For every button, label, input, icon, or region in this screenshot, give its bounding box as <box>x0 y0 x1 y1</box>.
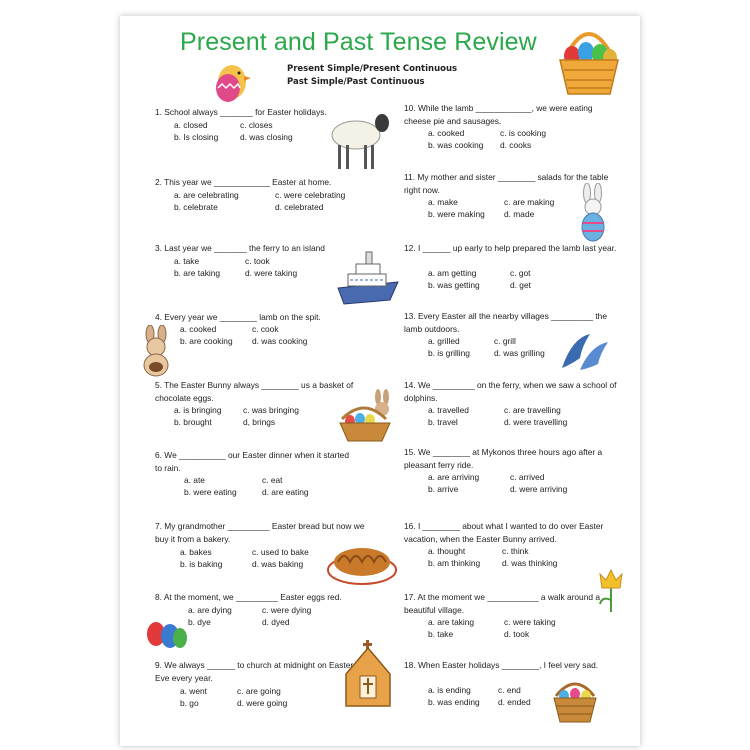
answer-option: a. are taking <box>428 617 475 627</box>
answer-option: c. think <box>502 546 529 556</box>
subtitle-past: Past Simple/Past Continuous <box>287 77 425 87</box>
answer-option: b. is baking <box>180 559 223 569</box>
answer-option: b. am thinking <box>428 558 481 568</box>
answer-option: b. dye <box>188 617 211 627</box>
answer-option: d. get <box>510 280 531 290</box>
question-6 <box>155 449 355 474</box>
question-stem: 5. The Easter Bunny always ________ us a basket of chocolate eggs. <box>155 380 354 403</box>
answer-option: d. were arriving <box>510 484 568 494</box>
question-2 <box>155 176 385 189</box>
question-stem: 10. While the lamb ____________, we were eating cheese pie and sausages. <box>404 103 593 126</box>
bunny-icon <box>138 325 174 377</box>
answer-option: b. take <box>428 629 454 639</box>
answer-option: d. were going <box>237 698 288 708</box>
answer-option: b. was cooking <box>428 140 484 150</box>
answer-option: c. was bringing <box>243 405 299 415</box>
answer-option: b. go <box>180 698 199 708</box>
answer-option: a. are arriving <box>428 472 480 482</box>
answer-option: a. take <box>174 256 200 266</box>
subtitle-present: Present Simple/Present Continuous <box>287 64 458 74</box>
answer-option: d. took <box>504 629 530 639</box>
question-stem: 1. School always _______ for Easter holidays. <box>155 107 327 117</box>
answer-option: b. were eating <box>184 487 237 497</box>
answer-option: b. celebrate <box>174 202 218 212</box>
question-18 <box>404 659 619 672</box>
answer-option: a. bakes <box>180 547 212 557</box>
dolphins-icon <box>560 328 610 374</box>
answer-option: d. cooks <box>500 140 532 150</box>
answer-option: a. went <box>180 686 208 696</box>
answer-option: c. are travelling <box>504 405 561 415</box>
sheep-icon <box>326 105 394 173</box>
answer-option: d. were taking <box>245 268 298 278</box>
answer-option: d. were travelling <box>504 417 568 427</box>
answer-option: c. grill <box>494 336 516 346</box>
question-stem: 2. This year we ____________ Easter at home. <box>155 177 332 187</box>
answer-option: a. closed <box>174 120 208 130</box>
question-stem: 6. We __________ our Easter dinner when it started to rain. <box>155 450 349 473</box>
answer-option: b. are taking <box>174 268 221 278</box>
answer-option: b. travel <box>428 417 458 427</box>
question-stem: 16. I ________ about what I wanted to do over Easter vacation, when the Easter Bunny arrived. <box>404 521 604 544</box>
answer-option: b. Is closing <box>174 132 219 142</box>
answer-option: d, brings <box>243 417 276 427</box>
answer-option: c. were taking <box>504 617 556 627</box>
answer-option: b. are cooking <box>180 336 233 346</box>
answer-option: b. was ending <box>428 697 480 707</box>
question-stem: 17. At the moment we ___________ a walk around a beautiful village. <box>404 592 601 615</box>
answer-option: a. make <box>428 197 458 207</box>
answer-option: c. cook <box>252 324 279 334</box>
answer-option: b. brought <box>174 417 212 427</box>
answer-option: c. eat <box>262 475 283 485</box>
answer-option: c. end <box>498 685 521 695</box>
answer-option: a. grilled <box>428 336 460 346</box>
question-8 <box>155 591 385 604</box>
answer-option: b. arrive <box>428 484 459 494</box>
question-stem: 18. When Easter holidays ________, I feel very sad. <box>404 660 599 670</box>
answer-option: c. are making <box>504 197 555 207</box>
answer-option: a. are celebrating <box>174 190 239 200</box>
tulip-icon <box>594 568 628 614</box>
answer-option: d. celebrated <box>275 202 324 212</box>
answer-option: a. is ending <box>428 685 471 695</box>
answer-option: c. were dying <box>262 605 312 615</box>
bread-icon <box>326 532 398 588</box>
answer-option: c. is cooking <box>500 128 547 138</box>
egg-basket-icon <box>556 18 622 100</box>
answer-option: a. cooked <box>428 128 465 138</box>
bunny-basket-icon <box>336 389 396 443</box>
answer-option: b. were making <box>428 209 485 219</box>
ship-icon <box>336 248 400 308</box>
question-16 <box>404 520 619 545</box>
answer-option: b. was getting <box>428 280 480 290</box>
church-icon <box>344 638 392 708</box>
answer-option: a. travelled <box>428 405 469 415</box>
answer-option: b. is grilling <box>428 348 470 358</box>
question-stem: 9. We always ______ to church at midnight on Easter Eve every year. <box>155 660 354 683</box>
answer-option: d. was thinking <box>502 558 558 568</box>
answer-option: c. were celebrating <box>275 190 346 200</box>
page-title: Present and Past Tense Review <box>180 28 537 56</box>
question-stem: 3. Last year we _______ the ferry to an island <box>155 243 325 253</box>
question-stem: 13. Every Easter all the nearby villages _________ the lamb outdoors. <box>404 311 607 334</box>
answer-option: d. ended <box>498 697 531 707</box>
small-basket-icon <box>550 674 600 724</box>
question-15 <box>404 446 619 471</box>
answer-option: c. are going <box>237 686 281 696</box>
answer-option: c. closes <box>240 120 273 130</box>
question-stem: 14. We _________ on the ferry, when we saw a school of dolphins. <box>404 380 617 403</box>
answer-option: d. was cooking <box>252 336 308 346</box>
question-17 <box>404 591 619 616</box>
bunny-egg-icon <box>576 183 610 243</box>
answer-option: c. arrived <box>510 472 545 482</box>
question-9 <box>155 659 360 684</box>
question-stem: 8. At the moment, we _________ Easter eggs red. <box>155 592 342 602</box>
answer-option: d. dyed <box>262 617 290 627</box>
question-stem: 4. Every year we ________ lamb on the spit. <box>155 312 321 322</box>
answer-option: a. is bringing <box>174 405 222 415</box>
question-14 <box>404 379 619 404</box>
eggs-icon <box>146 616 188 650</box>
answer-option: d. made <box>504 209 535 219</box>
question-10 <box>404 102 619 127</box>
answer-option: c. got <box>510 268 531 278</box>
question-1 <box>155 106 350 119</box>
answer-option: a. cooked <box>180 324 217 334</box>
answer-option: d. are eating <box>262 487 309 497</box>
answer-option: d. was baking <box>252 559 304 569</box>
answer-option: a. ate <box>184 475 205 485</box>
answer-option: c. took <box>245 256 270 266</box>
question-stem: 15. We ________ at Mykonos three hours ago after a pleasant ferry ride. <box>404 447 603 470</box>
question-stem: 12. I ______ up early to help prepared the lamb last year. <box>404 243 617 253</box>
answer-option: d. was closing <box>240 132 293 142</box>
question-4 <box>155 311 385 324</box>
answer-option: a. are dying <box>188 605 232 615</box>
answer-option: a. thought <box>428 546 466 556</box>
answer-option: a. am getting <box>428 268 477 278</box>
question-12 <box>404 242 619 255</box>
chick-egg-icon <box>210 58 252 106</box>
question-stem: 7. My grandmother _________ Easter bread but now we buy it from a bakery. <box>155 521 365 544</box>
answer-option: c. used to bake <box>252 547 309 557</box>
answer-option: d. was grilling <box>494 348 545 358</box>
question-stem: 11. My mother and sister ________ salads for the table right now. <box>404 172 609 195</box>
